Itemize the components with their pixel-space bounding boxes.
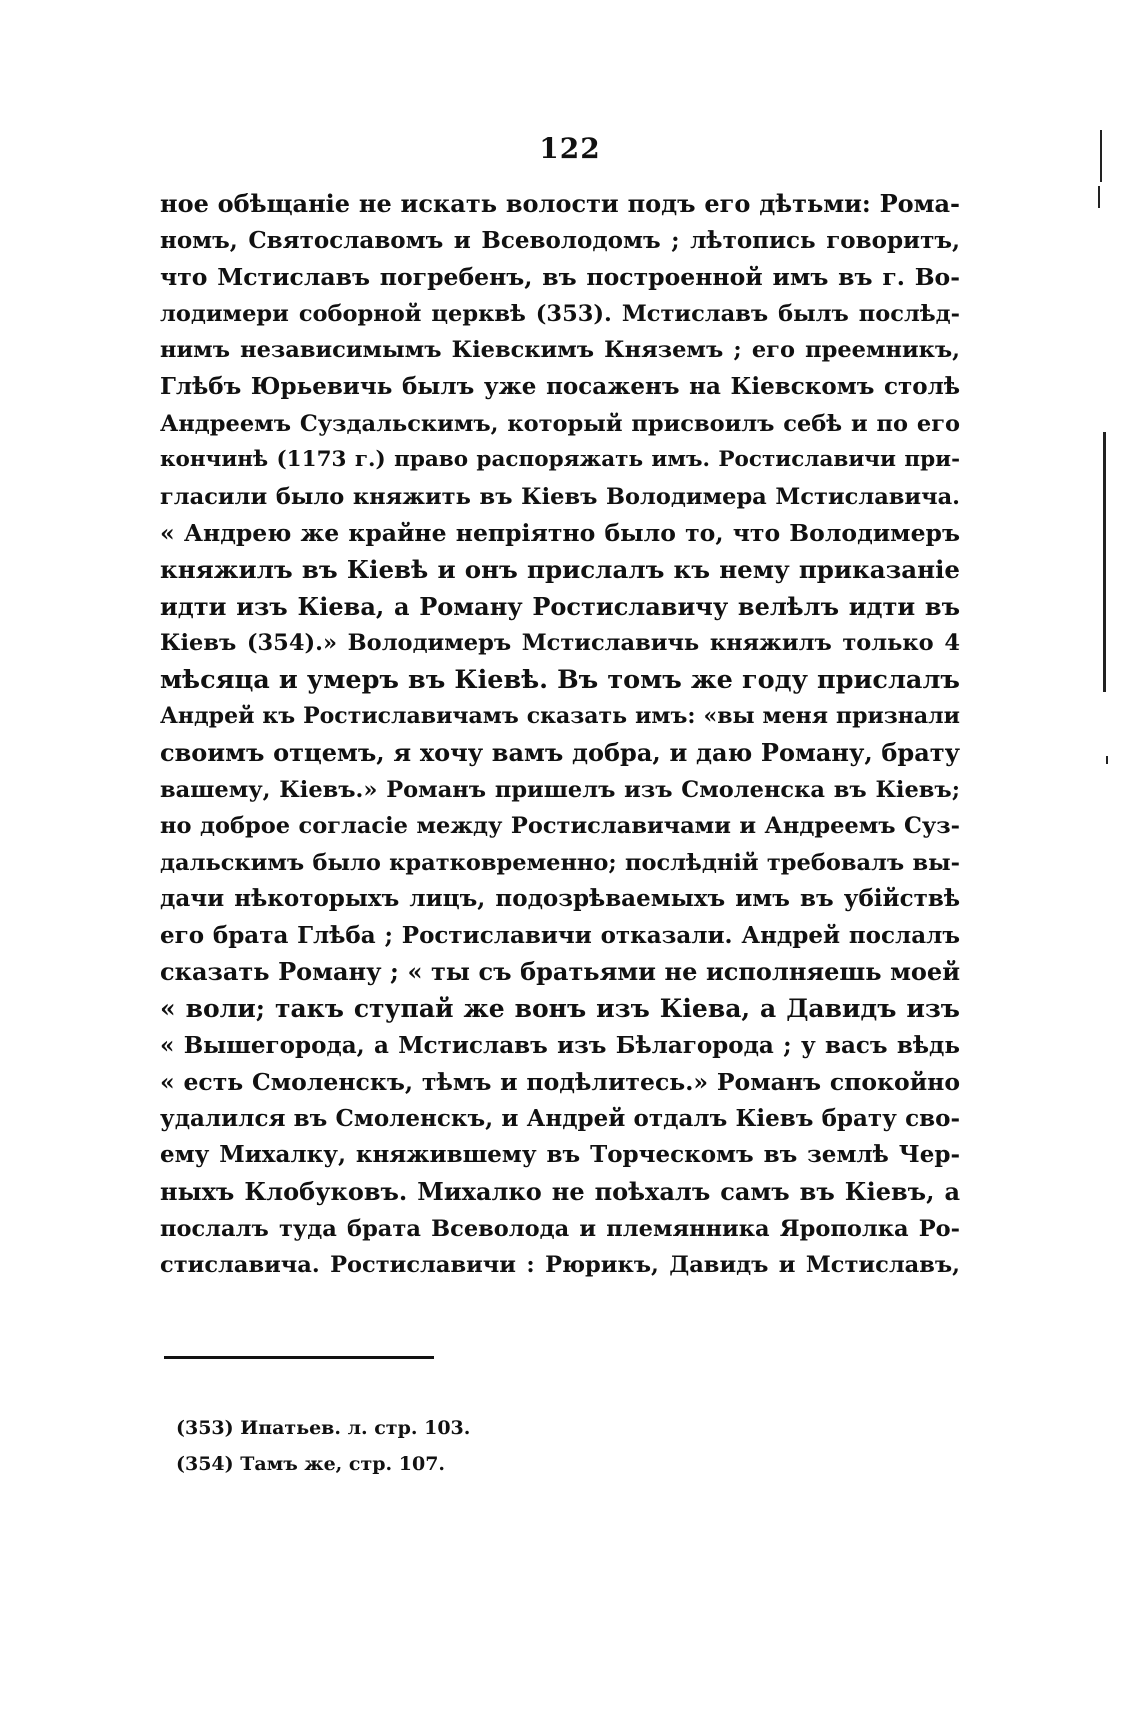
footnote: (353) Ипатьев. л. стр. 103. — [176, 1417, 471, 1439]
text-line: ное обѣщаніе не искать волости подъ его дѣтьми: Рома- — [160, 189, 960, 218]
text-line: нимъ независимымъ Кіевскимъ Княземъ ; его преемникъ, — [160, 337, 960, 364]
footnote: (354) Тамъ же, стр. 107. — [176, 1453, 446, 1475]
text-line: удалился въ Смоленскъ, и Андрей отдалъ Кіевъ брату сво- — [160, 1104, 960, 1132]
text-line: ему Михалку, княжившему въ Торческомъ въ землѣ Чер- — [160, 1141, 960, 1169]
text-line: сказать Роману ; « ты съ братьями не исполняешь моей — [160, 957, 960, 987]
scan-margin-mark — [1100, 130, 1102, 182]
text-line: своимъ отцемъ, я хочу вамъ добра, и даю Роману, брату — [160, 737, 960, 767]
text-line: мѣсяца и умеръ въ Кіевѣ. Въ томъ же году прислалъ — [160, 664, 960, 695]
footnotes — [176, 1410, 676, 1482]
text-line: вашему, Кіевъ.» Романъ пришелъ изъ Смоленска въ Кіевъ; — [160, 776, 960, 803]
text-line: кончинѣ (1173 г.) право распоряжать имъ. Ростиславичи при- — [160, 447, 960, 473]
text-line: послалъ туда брата Всеволода и племянника Ярополка Ро- — [160, 1215, 960, 1242]
text-line: « есть Смоленскъ, тѣмъ и подѣлитесь.» Романъ спокойно — [160, 1068, 960, 1097]
text-line: « Андрею же крайне непріятно было то, что Володимеръ — [160, 519, 960, 548]
text-line: что Мстиславъ погребенъ, въ построенной имъ въ г. Во- — [160, 263, 960, 292]
scan-margin-mark — [1098, 186, 1100, 208]
text-line: Андрей къ Ростиславичамъ сказать имъ: «вы меня признали — [160, 703, 960, 730]
text-line: княжилъ въ Кіевѣ и онъ прислалъ къ нему приказаніе — [160, 554, 960, 584]
text-line: гласили было княжить въ Кіевъ Володимера Мстиславича. — [160, 483, 960, 510]
text-line: Глѣбъ Юрьевичь былъ уже посаженъ на Кіевскомъ столѣ — [160, 372, 960, 400]
text-line: Кіевъ (354).» Володимеръ Мстиславичь княжилъ только 4 — [160, 630, 960, 657]
text-line: номъ, Святославомъ и Всеволодомъ ; лѣтопись говоритъ, — [160, 226, 960, 254]
page-number: 122 — [539, 132, 601, 165]
scan-margin-mark — [1106, 756, 1108, 764]
text-line: « воли; такъ ступай же вонъ изъ Кіева, а Давидъ изъ — [160, 994, 960, 1024]
text-line: лодимери соборной церквѣ (353). Мстиславъ былъ послѣд- — [160, 300, 960, 327]
text-line: идти изъ Кіева, а Роману Ростиславичу велѣлъ идти въ — [160, 591, 960, 621]
text-line: его брата Глѣба ; Ростиславичи отказали. Андрей послалъ — [160, 921, 960, 949]
text-line: стиславича. Ростиславичи : Рюрикъ, Давидъ и Мстиславъ, — [160, 1252, 960, 1279]
text-line: « Вышегорода, а Мстиславъ изъ Бѣлагорода ; у васъ вѣдь — [160, 1031, 960, 1059]
text-line: дачи нѣкоторыхъ лицъ, подозрѣваемыхъ имъ въ убійствѣ — [160, 885, 960, 913]
footnote-divider — [164, 1356, 434, 1359]
text-line: дальскимъ было кратковременно; послѣдній требовалъ вы- — [160, 849, 960, 876]
text-line: ныхъ Клобуковъ. Михалко не поѣхалъ самъ въ Кіевъ, а — [160, 1177, 960, 1207]
scan-margin-mark — [1103, 432, 1106, 692]
text-line: но доброе согласіе между Ростиславичами и Андреемъ Суз- — [160, 813, 960, 840]
body-text — [160, 186, 960, 1284]
text-line: Андреемъ Суздальскимъ, который присвоилъ себѣ и по его — [160, 410, 960, 437]
